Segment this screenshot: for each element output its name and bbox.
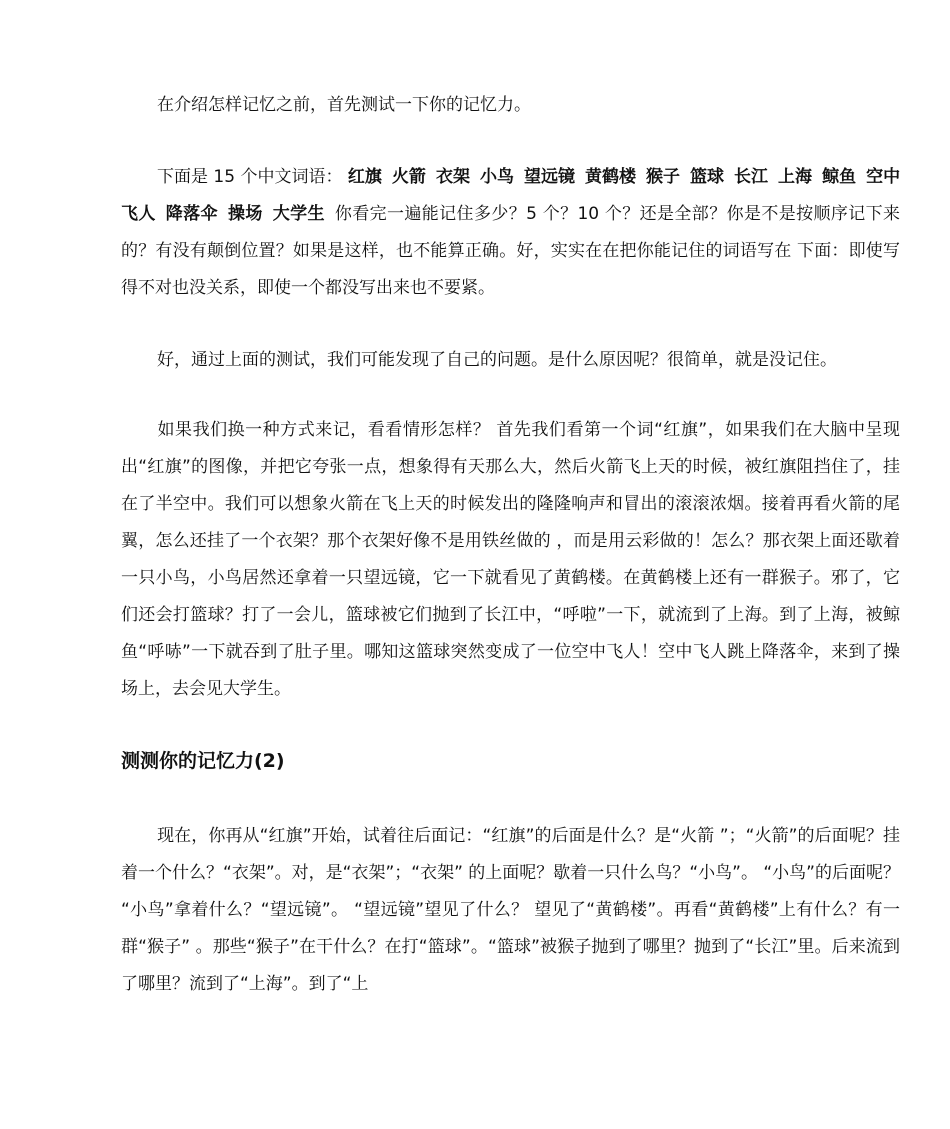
word-list-lead: 下面是 15 个中文词语：: [157, 167, 343, 187]
word-item: 黄鹤楼: [584, 167, 636, 187]
paragraph-story: [121, 412, 900, 708]
word-item: 空中飞人: [121, 167, 901, 224]
word-item: 红旗: [347, 167, 382, 187]
word-item: 鲸鱼: [822, 167, 857, 187]
paragraph-recall: [121, 818, 900, 1003]
word-item: 大学生: [272, 204, 325, 224]
paragraph-recall-text: 现在，你再从“红旗”开始，试着往后面记：“红旗”的后面是什么？是“火箭 ”；“火箭”的后面呢？挂着一个什么？“衣架”。对，是“衣架”；“衣架” 的上面呢？歇着一只什么鸟？“小鸟”。 “小鸟”的后面呢？ “小鸟”拿着什么？“望远镜”。 “望远镜”望见了什么？ 望见了“黄鹤楼”。再看“黄鹤楼”上有什么？有一群“猴子” 。那些“猴子”在干什么？在打“篮球”。“篮球”被猴子抛到了哪里？抛到了“长江”里。后来流到了哪里？流到了“上海”。到了“上: [121, 826, 900, 994]
word-item: 火箭: [391, 167, 426, 187]
word-list-rest: 你看完一遍能记住多少？5 个？10 个？还是全部？你是不是按顺序记下来的？有没有颠倒位置？如果是这样，也不能算正确。好，实实在在把你能记住的词语写在 下面：即使写得不对也没关系，即使一个都没写出来也不要紧。: [121, 204, 901, 298]
word-item: 篮球: [690, 167, 725, 187]
paragraph-problem-text: 好，通过上面的测试，我们可能发现了自己的问题。是什么原因呢？很简单，就是没记住。: [157, 350, 837, 370]
word-item: 操场: [227, 204, 263, 224]
word-item: 猴子: [646, 167, 681, 187]
paragraph-story-text: 如果我们换一种方式来记，看看情形怎样？ 首先我们看第一个词“红旗”，如果我们在大脑中呈现出“红旗”的图像，并把它夸张一点，想象得有天那么大，然后火箭飞上天的时候，被红旗阻挡住了，挂在了半空中。我们可以想象火箭在飞上天的时候发出的隆隆响声和冒出的滚滚浓烟。接着再看火箭的尾翼，怎么还挂了一个衣架？那个衣架好像不是用铁丝做的 ，而是用云彩做的！怎么？那衣架上面还歇着一只小鸟，小鸟居然还拿着一只望远镜，它一下就看见了黄鹤楼。在黄鹤楼上还有一群猴子。邪了，它们还会打篮球？打了一会儿，篮球被它们抛到了长江中，“呼啦”一下，就流到了上海。到了上海，被鲸鱼“呼哧”一下就吞到了肚子里。哪知这篮球突然变成了一位空中飞人！空中飞人跳上降落伞，来到了操场上，去会见大学生。: [121, 420, 900, 699]
word-item: 小鸟: [479, 167, 514, 187]
paragraph-word-list: [121, 159, 900, 307]
word-item: 上海: [778, 167, 813, 187]
paragraph-intro-text: 在介绍怎样记忆之前，首先测试一下你的记忆力。: [157, 95, 531, 115]
section-heading: 测测你的记忆力(2): [121, 750, 285, 772]
word-item: 长江: [734, 167, 769, 187]
paragraph-intro: [121, 87, 900, 124]
word-item: 衣架: [435, 167, 470, 187]
paragraph-problem: [121, 342, 900, 379]
word-item: 望远镜: [523, 167, 575, 187]
word-item: 降落伞: [165, 204, 218, 224]
